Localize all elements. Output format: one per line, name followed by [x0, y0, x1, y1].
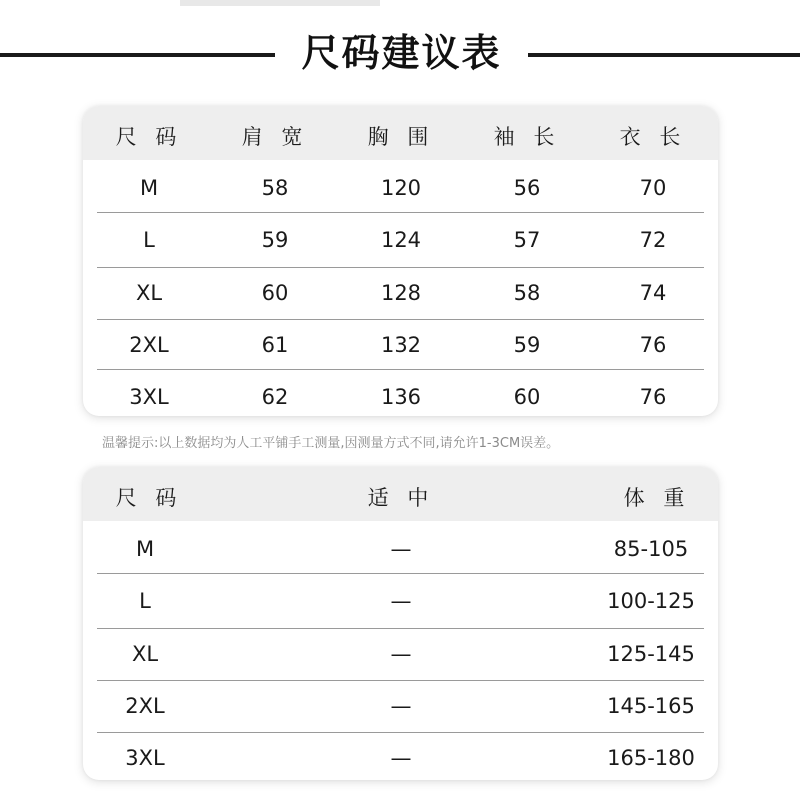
chest-cell: 120	[380, 176, 422, 200]
row-divider	[97, 369, 704, 370]
row-divider	[97, 573, 704, 574]
chest-cell: 124	[380, 228, 422, 252]
header-sleeve: 袖 长	[493, 125, 561, 149]
chest-cell: 136	[380, 385, 422, 409]
size-measurement-table	[83, 106, 718, 416]
size-cell: M	[135, 537, 155, 561]
shoulder-cell: 59	[261, 228, 289, 252]
table-header-row	[83, 467, 718, 521]
page-header	[0, 10, 800, 80]
size-cell: 3XL	[125, 746, 165, 770]
sleeve-cell: 60	[513, 385, 541, 409]
row-divider	[97, 267, 704, 268]
weight-cell: 145-165	[607, 694, 695, 718]
fit-cell: —	[390, 694, 412, 718]
chest-cell: 132	[380, 333, 422, 357]
shoulder-cell: 61	[261, 333, 289, 357]
size-cell: M	[139, 176, 159, 200]
header-line-right	[528, 53, 800, 57]
weight-cell: 85-105	[613, 537, 689, 561]
header-weight: 体 重	[623, 486, 691, 510]
weight-cell: 125-145	[607, 642, 695, 666]
header-fit: 适 中	[367, 486, 435, 510]
shoulder-cell: 62	[261, 385, 289, 409]
sleeve-cell: 56	[513, 176, 541, 200]
length-cell: 74	[639, 281, 667, 305]
length-cell: 70	[639, 176, 667, 200]
size-cell: 3XL	[129, 385, 169, 409]
chest-cell: 128	[380, 281, 422, 305]
header-size: 尺 码	[115, 125, 183, 149]
header-chest: 胸 围	[367, 125, 435, 149]
row-divider	[97, 680, 704, 681]
size-cell: XL	[135, 281, 163, 305]
length-cell: 76	[639, 333, 667, 357]
sleeve-cell: 59	[513, 333, 541, 357]
length-cell: 72	[639, 228, 667, 252]
fit-cell: —	[390, 537, 412, 561]
weight-cell: 100-125	[607, 589, 695, 613]
size-weight-table	[83, 467, 718, 780]
fit-cell: —	[390, 589, 412, 613]
row-divider	[97, 732, 704, 733]
fit-cell: —	[390, 746, 412, 770]
measurement-note: 温馨提示:以上数据均为人工平铺手工测量,因测量方式不同,请允许1-3CM误差。	[102, 436, 560, 451]
shoulder-cell: 58	[261, 176, 289, 200]
size-cell: 2XL	[125, 694, 165, 718]
size-cell: XL	[131, 642, 159, 666]
size-cell: L	[143, 228, 155, 252]
header-shoulder: 肩 宽	[241, 125, 309, 149]
sleeve-cell: 58	[513, 281, 541, 305]
shoulder-cell: 60	[261, 281, 289, 305]
header-size: 尺 码	[115, 486, 183, 510]
length-cell: 76	[639, 385, 667, 409]
page-title: 尺码建议表	[301, 31, 502, 75]
header-line-left	[0, 53, 275, 57]
sleeve-cell: 57	[513, 228, 541, 252]
size-cell: L	[139, 589, 151, 613]
size-cell: 2XL	[129, 333, 169, 357]
header-length: 衣 长	[619, 125, 687, 149]
top-cropped-text	[180, 0, 380, 6]
fit-cell: —	[390, 642, 412, 666]
weight-cell: 165-180	[607, 746, 695, 770]
table-header-row	[83, 106, 718, 160]
row-divider	[97, 319, 704, 320]
row-divider	[97, 212, 704, 213]
row-divider	[97, 628, 704, 629]
